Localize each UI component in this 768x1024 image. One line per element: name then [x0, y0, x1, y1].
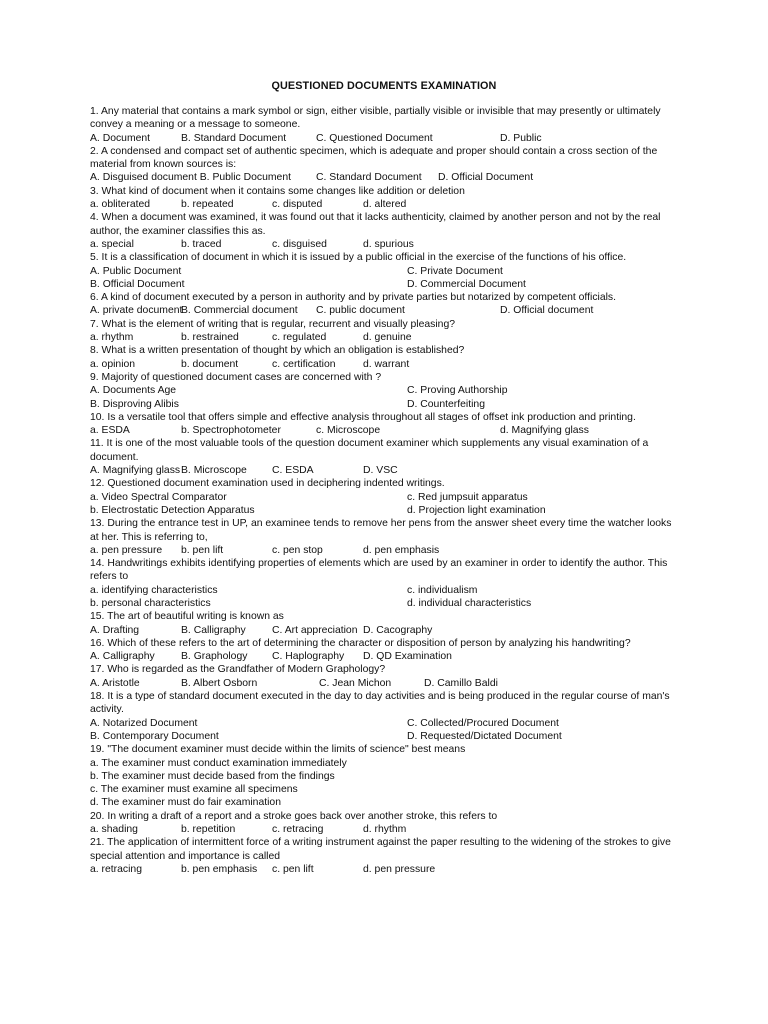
answer-options-row	[90, 730, 682, 743]
answer-options-row	[90, 278, 682, 291]
question-item	[90, 663, 682, 690]
answer-option: c. pen lift	[272, 863, 314, 875]
answer-option: d. spurious	[363, 238, 414, 250]
answer-options-row	[90, 783, 682, 796]
question-item	[90, 145, 682, 185]
answer-option: a. shading	[90, 824, 138, 836]
answer-options-row	[90, 398, 682, 411]
answer-option: c. disguised	[272, 238, 327, 250]
question-text: 9. Majority of questioned document cases are concerned with ?	[90, 371, 382, 383]
answer-option: A. Calligraphy	[90, 651, 155, 663]
answer-option: c. retracing	[272, 824, 324, 836]
answer-option: D. QD Examination	[363, 651, 452, 663]
answer-option: d. warrant	[363, 358, 410, 370]
question-item	[90, 185, 682, 212]
question-item	[90, 610, 682, 637]
answer-option: B. Albert Osborn	[181, 677, 258, 689]
question-text: 5. It is a classification of document in which it is issued by a public official in the exercise of the functions of his office.	[90, 252, 627, 264]
answer-option: a. identifying characteristics	[90, 584, 218, 596]
answer-option: d. The examiner must do fair examination	[90, 797, 281, 809]
question-text: 20. In writing a draft of a report and a stroke goes back over another stroke, this refers to	[90, 810, 498, 822]
answer-options-row	[90, 823, 682, 836]
question-item	[90, 557, 682, 610]
answer-option: A. Disguised document B. Public Document	[90, 172, 291, 184]
question-item	[90, 437, 682, 477]
answer-options-row	[90, 132, 682, 145]
answer-option: B. Graphology	[181, 651, 248, 663]
answer-option: b. Electrostatic Detection Apparatus	[90, 504, 255, 516]
answer-option: A. Document	[90, 132, 151, 144]
answer-options-row	[90, 796, 682, 809]
question-item	[90, 836, 682, 876]
answer-option: b. The examiner must decide based from the findings	[90, 770, 335, 782]
answer-options-row	[90, 770, 682, 783]
answer-option: B. Contemporary Document	[90, 730, 219, 742]
question-item	[90, 251, 682, 291]
answer-option: b. Spectrophotometer	[181, 425, 281, 437]
answer-option: D. VSC	[363, 465, 398, 477]
answer-options-row	[90, 650, 682, 663]
answer-option: B. Commercial document	[181, 305, 298, 317]
answer-option: d. individual characteristics	[407, 597, 532, 609]
answer-option: C. Questioned Document	[316, 132, 433, 144]
answer-option: b. traced	[181, 238, 222, 250]
answer-options-row	[90, 717, 682, 730]
answer-option: d. genuine	[363, 332, 412, 344]
answer-option: D. Public	[500, 132, 542, 144]
question-text: 16. Which of these refers to the art of determining the character or disposition of person by analyzing his handwriting?	[90, 637, 631, 649]
answer-option: c. disputed	[272, 199, 323, 211]
answer-option: c. regulated	[272, 332, 327, 344]
question-text: 15. The art of beautiful writing is known as	[90, 611, 284, 623]
answer-option: A. Documents Age	[90, 385, 177, 397]
question-text: 12. Questioned document examination used in deciphering indented writings.	[90, 478, 445, 490]
answer-option: A. Magnifying glass	[90, 465, 181, 477]
answer-options-row	[90, 331, 682, 344]
question-text: 21. The application of intermittent force of a writing instrument against the paper resulting to the widening of the strokes to give special attention and importance is called	[90, 837, 671, 862]
question-item	[90, 318, 682, 345]
answer-options-row	[90, 597, 682, 610]
answer-option: C. ESDA	[272, 465, 314, 477]
answer-options-row	[90, 863, 682, 876]
question-text: 4. When a document was examined, it was found out that it lacks authenticity, claimed by another person and not by the real author, the examiner classifies this as.	[90, 212, 661, 237]
answer-options-row	[90, 491, 682, 504]
answer-option: c. Microscope	[316, 425, 381, 437]
answer-options-row	[90, 358, 682, 371]
question-item	[90, 105, 682, 145]
answer-options-row	[90, 424, 682, 437]
answer-option: B. Calligraphy	[181, 624, 246, 636]
question-text: 14. Handwritings exhibits identifying properties of elements which are used by an examiner in order to identify the author. This refers to	[90, 558, 668, 583]
answer-options-row	[90, 504, 682, 517]
question-item	[90, 211, 682, 251]
answer-option: A. Drafting	[90, 624, 140, 636]
question-text: 19. "The document examiner must decide within the limits of science" best means	[90, 744, 466, 756]
answer-option: C. Jean Michon	[319, 677, 392, 689]
answer-options-row	[90, 544, 682, 557]
answer-option: b. pen emphasis	[181, 863, 258, 875]
answer-option: a. opinion	[90, 358, 136, 370]
answer-options-row	[90, 677, 682, 690]
question-text: 17. Who is regarded as the Grandfather of Modern Graphology?	[90, 664, 386, 676]
question-list	[90, 105, 682, 876]
question-item	[90, 371, 682, 411]
answer-option: D. Cacography	[363, 624, 433, 636]
answer-option: c. individualism	[407, 584, 478, 596]
question-item	[90, 810, 682, 837]
answer-option: A. Aristotle	[90, 677, 140, 689]
answer-options-row	[90, 171, 682, 184]
answer-option: C. Standard Document	[316, 172, 422, 184]
answer-option: d. pen pressure	[363, 863, 436, 875]
question-item	[90, 743, 682, 809]
answer-option: A. private document	[90, 305, 183, 317]
answer-option: c. Red jumpsuit apparatus	[407, 491, 528, 503]
answer-option: C. Collected/Procured Document	[407, 717, 559, 729]
question-item	[90, 477, 682, 517]
question-item	[90, 517, 682, 557]
question-item	[90, 690, 682, 743]
question-item	[90, 291, 682, 318]
answer-option: c. pen stop	[272, 544, 323, 556]
question-text: 1. Any material that contains a mark symbol or sign, either visible, partially visible or invisible that may presently or ultimately convey a meaning or a message to someone.	[90, 106, 661, 131]
question-text: 13. During the entrance test in UP, an examinee tends to remove her pens from the answer sheet every time the watcher looks at her. This is referring to,	[90, 518, 672, 543]
answer-option: a. special	[90, 238, 134, 250]
answer-option: B. Official Document	[90, 278, 185, 290]
answer-options-row	[90, 584, 682, 597]
answer-option: d. Projection light examination	[407, 504, 546, 516]
answer-option: C. Haplography	[272, 651, 345, 663]
answer-option: a. obliterated	[90, 199, 151, 211]
answer-option: d. rhythm	[363, 824, 407, 836]
answer-option: d. Magnifying glass	[500, 425, 589, 437]
question-text: 7. What is the element of writing that is regular, recurrent and visually pleasing?	[90, 318, 456, 330]
answer-option: C. public document	[316, 305, 405, 317]
answer-option: B. Standard Document	[181, 132, 287, 144]
answer-option: a. pen pressure	[90, 544, 163, 556]
question-item	[90, 344, 682, 371]
answer-option: b. repeated	[181, 199, 234, 211]
answer-option: a. retracing	[90, 863, 142, 875]
answer-option: D. Requested/Dictated Document	[407, 730, 562, 742]
question-text: 8. What is a written presentation of thought by which an obligation is established?	[90, 345, 465, 357]
answer-option: A. Public Document	[90, 265, 182, 277]
answer-option: C. Proving Authorship	[407, 385, 508, 397]
answer-option: c. The examiner must examine all specimens	[90, 784, 298, 796]
question-text: 18. It is a type of standard document executed in the day to day activities and is being produced in the regular course of man's activity.	[90, 691, 670, 716]
answer-option: b. pen lift	[181, 544, 224, 556]
question-text: 3. What kind of document when it contains some changes like addition or deletion	[90, 185, 465, 197]
question-item	[90, 637, 682, 664]
answer-option: D. Counterfeiting	[407, 398, 485, 410]
answer-option: d. pen emphasis	[363, 544, 440, 556]
answer-option: D. Official document	[500, 305, 594, 317]
question-text: 6. A kind of document executed by a person in authority and by private parties but notarized by competent officials.	[90, 292, 617, 304]
answer-option: d. altered	[363, 199, 407, 211]
question-text: 2. A condensed and compact set of authentic specimen, which is adequate and proper should contain a cross section of the material from known sources is:	[90, 145, 658, 171]
answer-option: b. restrained	[181, 332, 239, 344]
question-text: 11. It is one of the most valuable tools of the question document examiner which supplements any visual examination of a document.	[90, 438, 649, 463]
answer-options-row	[90, 265, 682, 278]
answer-options-row	[90, 624, 682, 637]
answer-options-row	[90, 464, 682, 477]
answer-options-row	[90, 238, 682, 251]
answer-option: b. document	[181, 358, 239, 370]
answer-option: A. Notarized Document	[90, 717, 198, 729]
answer-option: a. rhythm	[90, 332, 134, 344]
answer-option: D. Camillo Baldi	[424, 677, 498, 689]
answer-option: C. Art appreciation	[272, 624, 358, 636]
answer-options-row	[90, 304, 682, 317]
answer-option: a. Video Spectral Comparator	[90, 491, 227, 503]
question-text: 10. Is a versatile tool that offers simple and effective analysis throughout all stages of offset ink production and printing.	[90, 411, 636, 423]
answer-option: D. Commercial Document	[407, 278, 526, 290]
page-title: QUESTIONED DOCUMENTS EXAMINATION	[271, 80, 497, 92]
answer-options-row	[90, 384, 682, 397]
answer-option: a. The examiner must conduct examination immediately	[90, 757, 347, 769]
answer-option: c. certification	[272, 358, 336, 370]
answer-options-row	[90, 198, 682, 211]
question-item	[90, 411, 682, 438]
answer-options-row	[90, 757, 682, 770]
answer-option: a. ESDA	[90, 425, 130, 437]
answer-option: D. Official Document	[438, 172, 534, 184]
answer-option: B. Microscope	[181, 465, 247, 477]
answer-option: b. repetition	[181, 824, 236, 836]
answer-option: C. Private Document	[407, 265, 503, 277]
answer-option: b. personal characteristics	[90, 597, 211, 609]
answer-option: B. Disproving Alibis	[90, 398, 179, 410]
